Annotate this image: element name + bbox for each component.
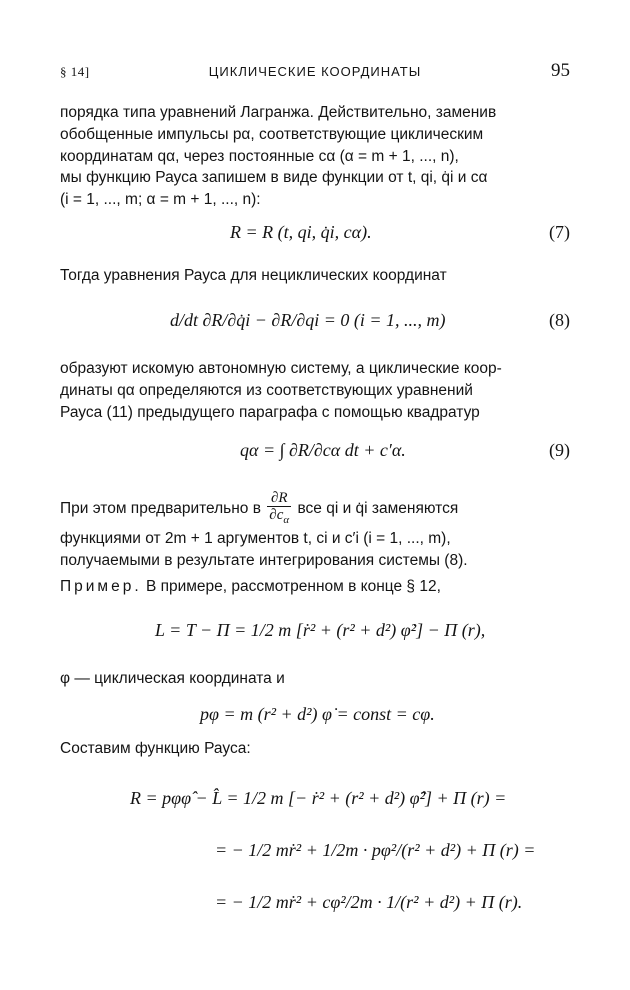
- compose-line: Составим функцию Рауса:: [60, 740, 251, 757]
- equation-number: (9): [549, 440, 570, 460]
- paragraph-1: [60, 102, 570, 211]
- page-header: [60, 60, 570, 84]
- equation-formula: R = R (t, qi, q̇i, cα).: [230, 222, 372, 242]
- example-label: Пример.: [60, 578, 142, 595]
- running-title: ЦИКЛИЧЕСКИЕ КООРДИНАТЫ: [208, 64, 422, 79]
- page-number: 95: [551, 60, 570, 81]
- text-line: получаемыми в результате интегрирования системы (8).: [60, 551, 468, 569]
- example-line: [60, 578, 441, 596]
- text-line: обобщенные импульсы pα, соответствующие циклическим: [60, 125, 484, 143]
- equation-number: (8): [549, 310, 570, 330]
- equation-routh-line-3: [60, 884, 570, 924]
- text-line: Тогда уравнения Рауса для нециклических координат: [60, 267, 447, 284]
- equation-7: [60, 214, 570, 254]
- equation-formula: = − 1/2 mṙ² + cφ²/2m · 1/(r² + d²) + Π (r).: [215, 892, 523, 912]
- text-line: [60, 490, 570, 528]
- text-line: динаты qα определяются из соответствующих уравнений: [60, 381, 473, 399]
- section-ref: § 14]: [60, 64, 90, 79]
- text-line: порядка типа уравнений Лагранжа. Действительно, заменив: [60, 104, 497, 121]
- equation-lagrangian: [60, 612, 570, 652]
- equation-formula: = − 1/2 mṙ² + 1/2m · pφ²/(r² + d²) + Π (r) =: [215, 840, 536, 860]
- equation-formula: qα = ∫ ∂R/∂cα dt + c′α.: [240, 440, 406, 460]
- equation-8: [60, 302, 570, 342]
- text-line: мы функцию Рауса запишем в виде функции от t, qi, q̇i и cα: [60, 169, 488, 187]
- cyclic-note: φ — циклическая координата и: [60, 670, 285, 687]
- text-line: Рауса (11) предыдущего параграфа с помощью квадратур: [60, 403, 480, 421]
- equation-formula: pφ = m (r² + d²) φ̇ = const = cφ.: [200, 704, 435, 724]
- equation-9: [60, 432, 570, 472]
- example-text: В примере, рассмотренном в конце § 12,: [145, 578, 441, 595]
- paragraph-4: [60, 490, 570, 572]
- equation-routh-line-2: [60, 832, 570, 872]
- partial-derivative: $\frac{\partial R}{\partial c_\alpha}$: [269, 490, 290, 526]
- paragraph-3: [60, 358, 570, 423]
- text-fragment: При этом предварительно в: [60, 500, 261, 518]
- equation-routh-line-1: [60, 780, 570, 820]
- equation-formula: L = T − Π = 1/2 m [ṙ² + (r² + d²) φ̇²] − Π (r),: [155, 620, 486, 640]
- equation-momentum: [60, 696, 570, 736]
- text-fragment: все qi и q̇i заменяются: [297, 500, 459, 518]
- text-line: образуют искомую автономную систему, а циклические коор-: [60, 360, 502, 377]
- text-line: координатам qα, через постоянные cα (α = m + 1, ..., n),: [60, 147, 459, 165]
- text-line: функциями от 2m + 1 аргументов t, ci и c′i (i = 1, ..., m),: [60, 530, 451, 547]
- equation-number: (7): [549, 222, 570, 242]
- equation-formula: d/dt ∂R/∂q̇i − ∂R/∂qi = 0 (i = 1, ..., m): [170, 310, 446, 330]
- equation-formula: R = pφφ̂ − L̂ = 1/2 m [− ṙ² + (r² + d²) φ̂²] + Π (r) =: [130, 788, 507, 808]
- paragraph-2: [60, 265, 570, 287]
- text-line: (i = 1, ..., m; α = m + 1, ..., n):: [60, 191, 261, 209]
